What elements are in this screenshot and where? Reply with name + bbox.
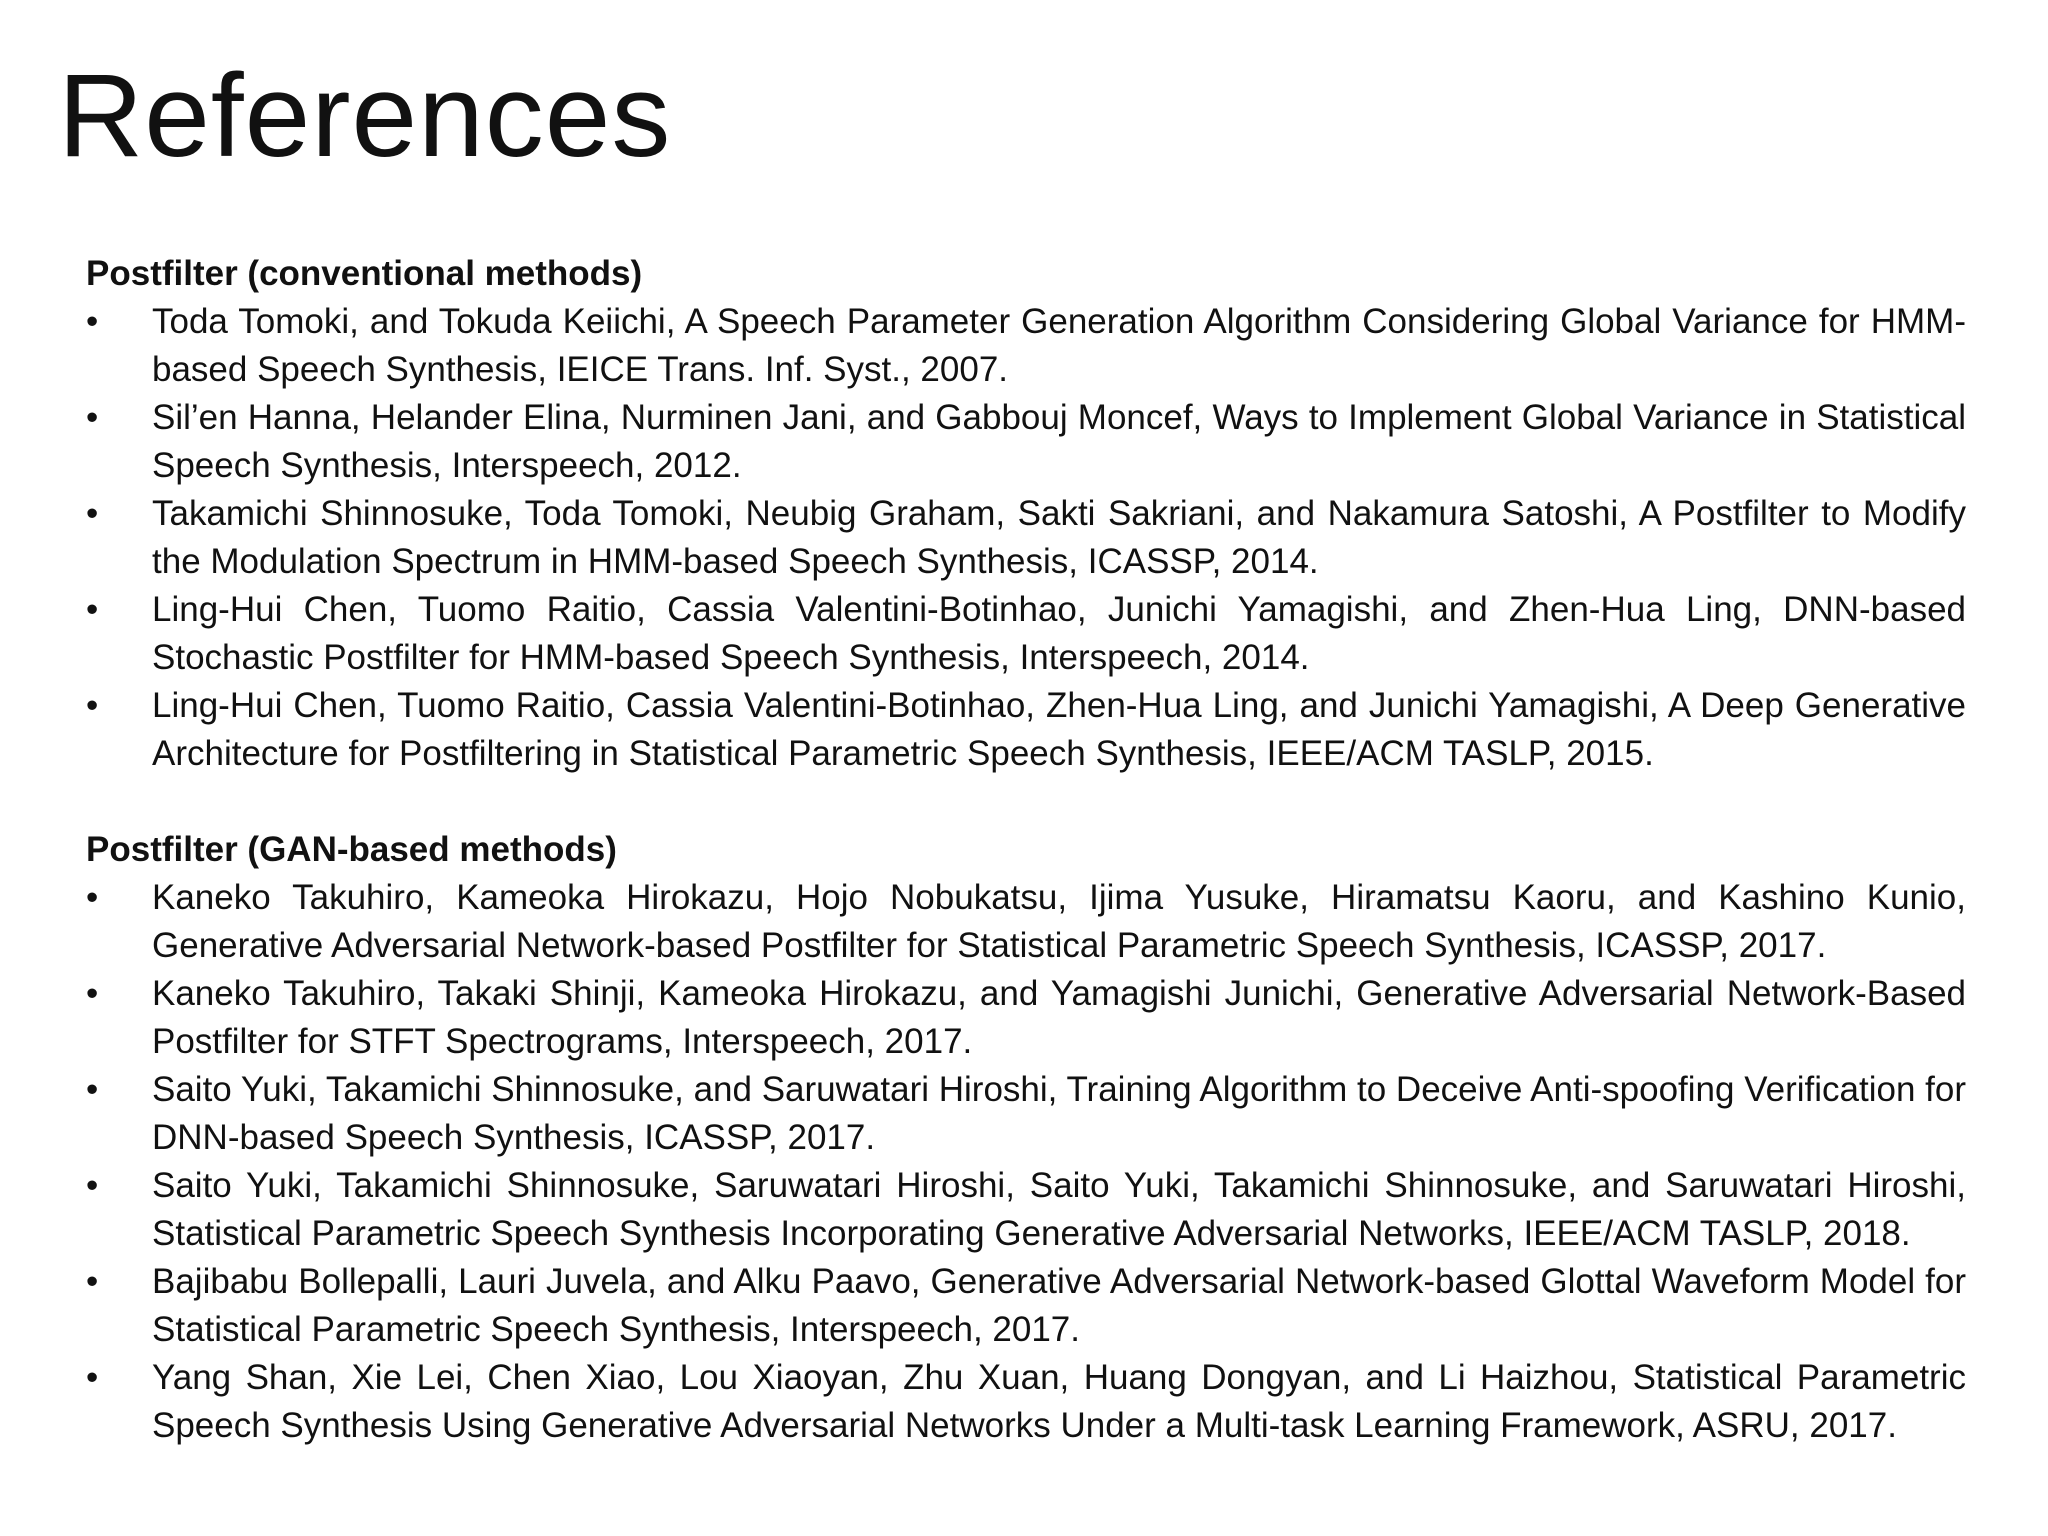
reference-text: Kaneko Takuhiro, Kameoka Hirokazu, Hojo Nobukatsu, Ijima Yusuke, Hiramatsu Kaoru, and Kashino Kunio, Generative Adversarial Network-based Postfilter for Statistical Parametric Speech Synthesis, ICASSP, 2017. bbox=[152, 878, 1966, 965]
bullet-icon: • bbox=[86, 398, 99, 437]
reference-list bbox=[86, 874, 1966, 1450]
reference-text: Yang Shan, Xie Lei, Chen Xiao, Lou Xiaoyan, Zhu Xuan, Huang Dongyan, and Li Haizhou, Statistical Parametric Speech Synthesis Using Generative Adversarial Networks Under a Multi-task Learning Framework, ASRU, 2017. bbox=[152, 1358, 1966, 1445]
reference-text: Takamichi Shinnosuke, Toda Tomoki, Neubig Graham, Sakti Sakriani, and Nakamura Satoshi, A Postfilter to Modify the Modulation Spectrum in HMM-based Speech Synthesis, ICASSP, 2014. bbox=[152, 494, 1966, 581]
bullet-icon: • bbox=[86, 686, 99, 725]
section-heading: Postfilter (conventional methods) bbox=[86, 254, 643, 293]
reference-item bbox=[86, 490, 1966, 586]
reference-text: Bajibabu Bollepalli, Lauri Juvela, and Alku Paavo, Generative Adversarial Network-based Glottal Waveform Model for Statistical Parametric Speech Synthesis, Interspeech, 2017. bbox=[152, 1262, 1966, 1349]
reference-text: Ling-Hui Chen, Tuomo Raitio, Cassia Valentini-Botinhao, Zhen-Hua Ling, and Junichi Yamagishi, A Deep Generative Architecture for Postfiltering in Statistical Parametric Speech Synthesis, IEEE/ACM TASLP, 2015. bbox=[152, 686, 1966, 773]
reference-item bbox=[86, 682, 1966, 778]
reference-text: Kaneko Takuhiro, Takaki Shinji, Kameoka Hirokazu, and Yamagishi Junichi, Generative Adversarial Network-Based Postfilter for STFT Spectrograms, Interspeech, 2017. bbox=[152, 974, 1966, 1061]
reference-item bbox=[86, 586, 1966, 682]
bullet-icon: • bbox=[86, 1262, 99, 1301]
reference-item bbox=[86, 1162, 1966, 1258]
reference-item bbox=[86, 1258, 1966, 1354]
bullet-icon: • bbox=[86, 974, 99, 1013]
section-conventional-methods bbox=[86, 250, 1966, 778]
reference-list bbox=[86, 298, 1966, 778]
bullet-icon: • bbox=[86, 590, 99, 629]
reference-item bbox=[86, 970, 1966, 1066]
reference-text: Ling-Hui Chen, Tuomo Raitio, Cassia Valentini-Botinhao, Junichi Yamagishi, and Zhen-Hua Ling, DNN-based Stochastic Postfilter for HMM-based Speech Synthesis, Interspeech, 2014. bbox=[152, 590, 1966, 677]
bullet-icon: • bbox=[86, 494, 99, 533]
reference-text: Saito Yuki, Takamichi Shinnosuke, Saruwatari Hiroshi, Saito Yuki, Takamichi Shinnosuke, and Saruwatari Hiroshi, Statistical Parametric Speech Synthesis Incorporating Generative Adversarial Networks, IEEE/ACM TASLP, 2018. bbox=[152, 1166, 1966, 1253]
section-gan-based-methods bbox=[86, 826, 1966, 1450]
section-heading: Postfilter (GAN-based methods) bbox=[86, 830, 617, 869]
bullet-icon: • bbox=[86, 1358, 99, 1397]
reference-item bbox=[86, 874, 1966, 970]
bullet-icon: • bbox=[86, 302, 99, 341]
reference-item bbox=[86, 1354, 1966, 1450]
bullet-icon: • bbox=[86, 1070, 99, 1109]
reference-item bbox=[86, 1066, 1966, 1162]
reference-text: Saito Yuki, Takamichi Shinnosuke, and Saruwatari Hiroshi, Training Algorithm to Deceive Anti-spoofing Verification for DNN-based Speech Synthesis, ICASSP, 2017. bbox=[152, 1070, 1966, 1157]
reference-item bbox=[86, 298, 1966, 394]
reference-text: Sil’en Hanna, Helander Elina, Nurminen Jani, and Gabbouj Moncef, Ways to Implement Global Variance in Statistical Speech Synthesis, Interspeech, 2012. bbox=[152, 398, 1966, 485]
bullet-icon: • bbox=[86, 1166, 99, 1205]
reference-item bbox=[86, 394, 1966, 490]
bullet-icon: • bbox=[86, 878, 99, 917]
slide-title: References bbox=[58, 50, 672, 182]
reference-text: Toda Tomoki, and Tokuda Keiichi, A Speech Parameter Generation Algorithm Considering Global Variance for HMM-based Speech Synthesis, IEICE Trans. Inf. Syst., 2007. bbox=[152, 302, 1966, 389]
references-content bbox=[86, 250, 1966, 1450]
